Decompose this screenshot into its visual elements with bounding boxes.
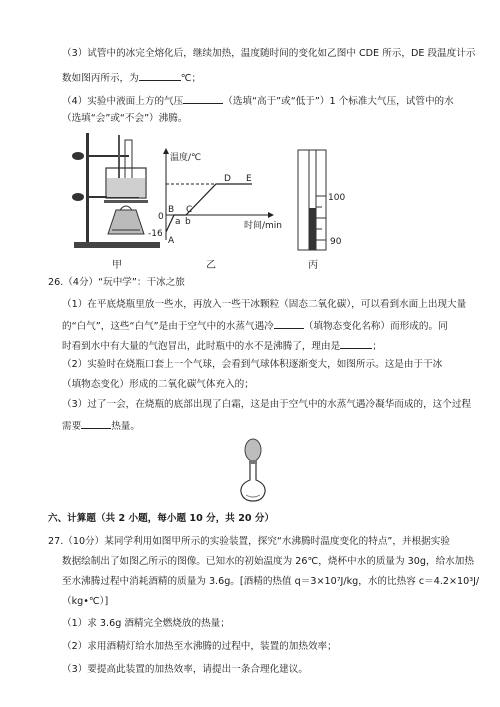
q26-line-1b: 的“白气”，这些“白气”是由于空气中的水蒸气遇冷 （填物态变化名称）而形成的。同 — [62, 318, 448, 333]
balloon-flask-figure — [238, 438, 268, 502]
q27-line-4: （kg•℃）] — [62, 596, 109, 607]
graph-ylabel: 温度/℃ — [170, 153, 202, 163]
temperature-graph — [148, 148, 283, 248]
thermometer-figure — [296, 148, 356, 253]
graph-xlabel: 时间/min — [244, 221, 283, 231]
q26-title: 26.（4分）“玩中学”：干冰之旅 — [48, 277, 185, 288]
q26-line-3b: 需要 热量。 — [62, 418, 140, 433]
q25-line-4a: （4）实验中液面上方的气压 （选填“高于”或“低于”）1 个标准大气压，试管中的水 — [62, 93, 454, 108]
point-a: a — [175, 217, 181, 227]
q25-line-3b: 数如图丙所示，为 ℃； — [62, 70, 201, 85]
point-B: B — [168, 205, 175, 215]
graph-y-min16: -16 — [148, 229, 163, 239]
point-A: A — [168, 236, 175, 246]
q27-line-1: 27.（10分）某同学利用如图甲所示的实验装置，探究“水沸腾时温度变化的特点”，并根据实验 — [48, 536, 450, 547]
point-C: C — [186, 205, 193, 215]
answer-blank[interactable] — [139, 70, 181, 81]
q26-line-1a: （1）在平底烧瓶里放一些水，再放入一些干冰颗粒（固态二氧化碳），可以看到水面上出现大量 — [62, 299, 467, 310]
answer-blank[interactable] — [81, 418, 111, 429]
answer-blank[interactable] — [183, 93, 223, 104]
tick-90: 90 — [330, 237, 342, 247]
figure-caption-jia: 甲 — [112, 260, 122, 271]
q27-sub-1: （1）求 3.6g 酒精完全燃烧放的热量； — [62, 618, 230, 629]
q26-line-3a: （3）过了一会，在烧瓶的底部出现了白霜，这是由于空气中的水蒸气遇冷凝华而成的，这个过程 — [62, 399, 472, 410]
figure-caption-bing: 丙 — [308, 260, 318, 271]
figure-caption-yi: 乙 — [206, 260, 216, 271]
point-b: b — [185, 217, 191, 227]
answer-blank[interactable] — [274, 318, 304, 329]
point-E: E — [246, 174, 252, 184]
q27-line-2: 数据绘制出了如图乙所示的图像。已知水的初始温度为 26℃，烧杯中水的质量为 30g，给水加热 — [62, 556, 474, 567]
q27-sub-2: （2）求用酒精灯给水加热至水沸腾的过程中，装置的加热效率； — [62, 641, 337, 652]
q25-line-4b: （选填“会”或“不会”）沸腾。 — [62, 113, 188, 124]
section-6-title: 六、计算题（共 2 小题，每小题 10 分，共 20 分） — [48, 513, 275, 524]
q27-line-3: 至水沸腾过程中消耗酒精的质量为 3.6g。[酒精的热值 q＝3×10⁷J/kg，水的比热容 c＝4.2×10³J/ — [62, 576, 480, 587]
answer-blank[interactable] — [340, 338, 372, 349]
point-D: D — [224, 174, 231, 184]
graph-origin: 0 — [158, 212, 164, 222]
q25-line-3a: （3）试管中的冰完全熔化后，继续加热，温度随时间的变化如乙图中 CDE 所示，DE 段温度计示 — [62, 48, 476, 59]
q26-line-1c: 时看到水中有大量的气泡冒出，此时瓶中的水不是沸腾了，理由是 ； — [62, 338, 382, 353]
q27-sub-3: （3）要提高此装置的加热效率，请提出一条合理化建议。 — [62, 664, 308, 675]
q26-line-2a: （2）实验时在烧瓶口套上一个气球，会看到气球体积逐渐变大，如图所示。这是由于干冰 — [62, 359, 443, 370]
q26-line-2b: （填物态变化）形成的二氧化碳气体充入的； — [62, 379, 254, 390]
tick-100: 100 — [328, 193, 346, 203]
